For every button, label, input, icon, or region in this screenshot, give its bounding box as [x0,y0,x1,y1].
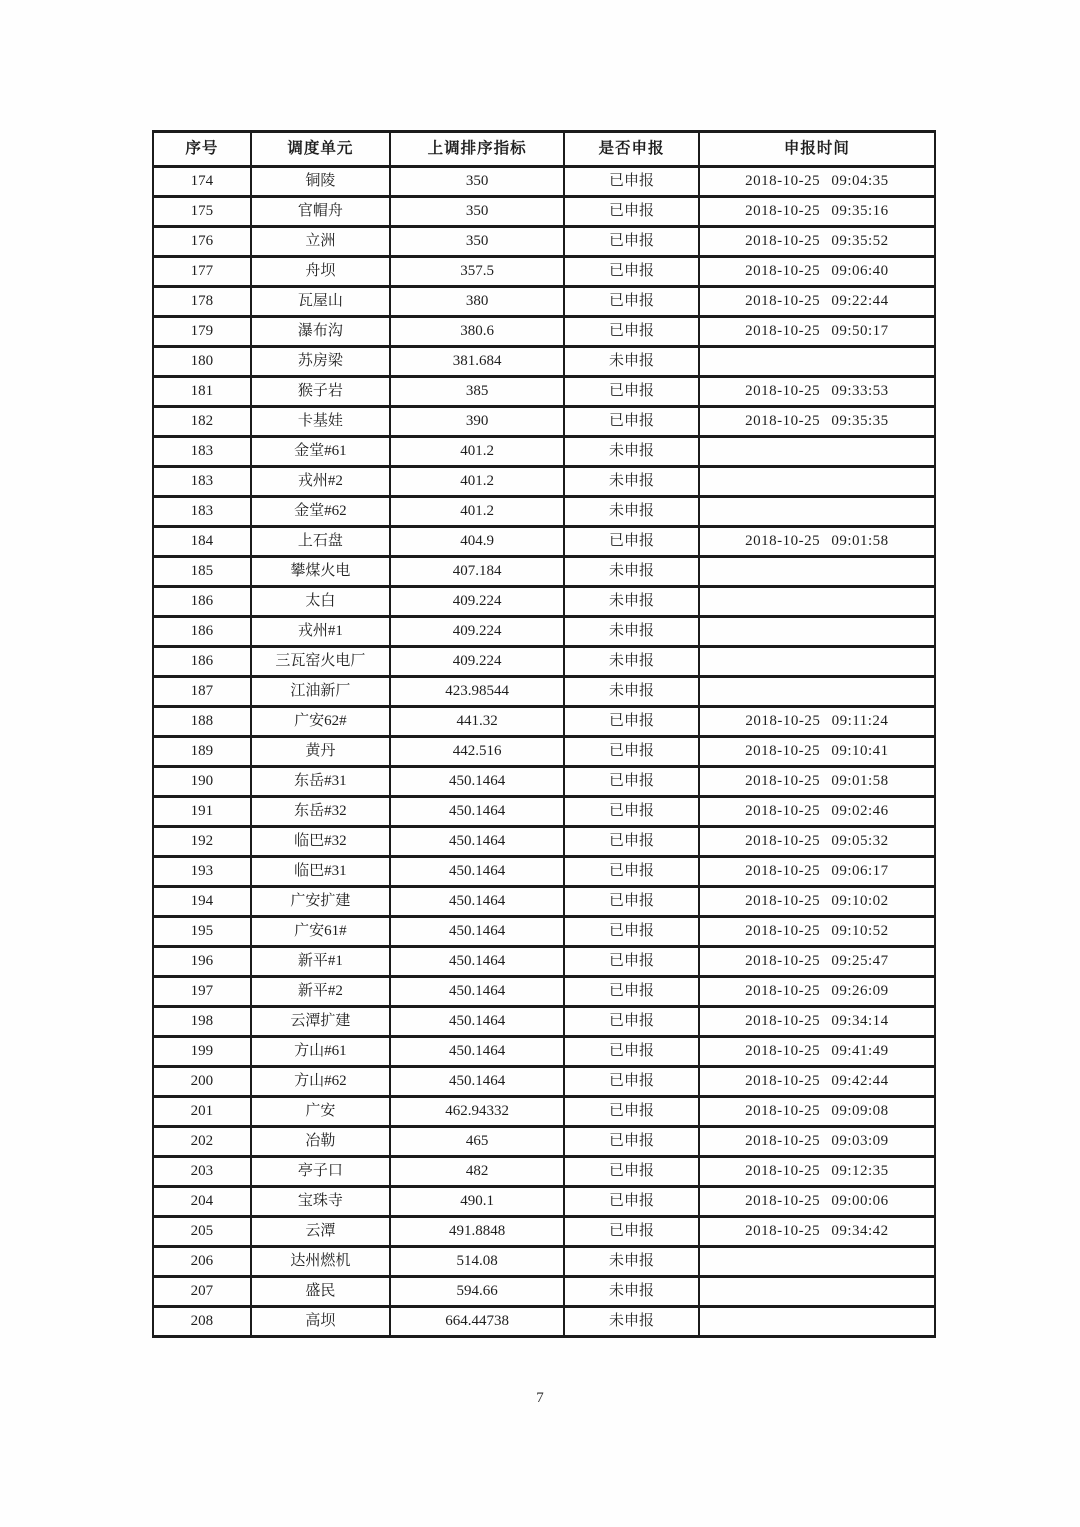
cell-dispatch-unit: 高坝 [251,1307,390,1337]
table-row [153,437,935,467]
cell-dispatch-unit: 亭子口 [251,1157,390,1187]
cell-upward-ranking-index: 423.98544 [390,677,564,707]
cell-declaration-time: 2018-10-25 09:11:24 [699,707,935,737]
cell-declared-or-not: 未申报 [564,467,699,497]
header-declaration-time: 申报时间 [699,132,935,167]
cell-dispatch-unit: 卡基娃 [251,407,390,437]
cell-declared-or-not: 未申报 [564,437,699,467]
cell-serial-number: 207 [153,1277,251,1307]
cell-upward-ranking-index: 450.1464 [390,977,564,1007]
cell-declaration-time [699,1277,935,1307]
cell-serial-number: 203 [153,1157,251,1187]
header-upward-ranking-index: 上调排序指标 [390,132,564,167]
cell-declared-or-not: 已申报 [564,1127,699,1157]
cell-declared-or-not: 未申报 [564,1277,699,1307]
cell-dispatch-unit: 官帽舟 [251,197,390,227]
cell-declaration-time: 2018-10-25 09:50:17 [699,317,935,347]
cell-dispatch-unit: 上石盘 [251,527,390,557]
cell-dispatch-unit: 新平#2 [251,977,390,1007]
cell-serial-number: 183 [153,467,251,497]
cell-dispatch-unit: 广安扩建 [251,887,390,917]
cell-declared-or-not: 已申报 [564,947,699,977]
header-dispatch-unit: 调度单元 [251,132,390,167]
cell-upward-ranking-index: 450.1464 [390,827,564,857]
cell-serial-number: 180 [153,347,251,377]
cell-dispatch-unit: 方山#62 [251,1067,390,1097]
cell-declaration-time: 2018-10-25 09:03:09 [699,1127,935,1157]
cell-upward-ranking-index: 409.224 [390,647,564,677]
cell-serial-number: 186 [153,617,251,647]
cell-upward-ranking-index: 514.08 [390,1247,564,1277]
table-row [153,1277,935,1307]
table-row [153,587,935,617]
cell-upward-ranking-index: 664.44738 [390,1307,564,1337]
cell-declared-or-not: 未申报 [564,347,699,377]
cell-declaration-time: 2018-10-25 09:34:14 [699,1007,935,1037]
cell-declaration-time: 2018-10-25 09:35:16 [699,197,935,227]
cell-upward-ranking-index: 381.684 [390,347,564,377]
cell-dispatch-unit: 临巴#32 [251,827,390,857]
cell-dispatch-unit: 冶勒 [251,1127,390,1157]
cell-declaration-time: 2018-10-25 09:10:52 [699,917,935,947]
cell-upward-ranking-index: 482 [390,1157,564,1187]
cell-upward-ranking-index: 380 [390,287,564,317]
cell-declaration-time: 2018-10-25 09:06:17 [699,857,935,887]
cell-declared-or-not: 未申报 [564,497,699,527]
cell-upward-ranking-index: 491.8848 [390,1217,564,1247]
table-body [153,167,935,1337]
cell-declaration-time [699,557,935,587]
cell-serial-number: 188 [153,707,251,737]
cell-declaration-time: 2018-10-25 09:42:44 [699,1067,935,1097]
cell-dispatch-unit: 云潭扩建 [251,1007,390,1037]
cell-declared-or-not: 已申报 [564,767,699,797]
cell-upward-ranking-index: 450.1464 [390,887,564,917]
cell-declaration-time [699,497,935,527]
cell-declared-or-not: 已申报 [564,377,699,407]
cell-declared-or-not: 已申报 [564,797,699,827]
cell-dispatch-unit: 盛民 [251,1277,390,1307]
cell-declared-or-not: 未申报 [564,557,699,587]
cell-serial-number: 190 [153,767,251,797]
cell-upward-ranking-index: 350 [390,197,564,227]
table-row [153,257,935,287]
cell-serial-number: 179 [153,317,251,347]
cell-declaration-time [699,677,935,707]
cell-upward-ranking-index: 404.9 [390,527,564,557]
cell-serial-number: 182 [153,407,251,437]
cell-dispatch-unit: 瀑布沟 [251,317,390,347]
cell-upward-ranking-index: 450.1464 [390,1037,564,1067]
cell-serial-number: 191 [153,797,251,827]
table-row [153,1247,935,1277]
table-row [153,947,935,977]
cell-serial-number: 202 [153,1127,251,1157]
table-row [153,797,935,827]
cell-declaration-time [699,647,935,677]
cell-serial-number: 206 [153,1247,251,1277]
cell-upward-ranking-index: 450.1464 [390,797,564,827]
cell-upward-ranking-index: 407.184 [390,557,564,587]
cell-declared-or-not: 已申报 [564,917,699,947]
cell-serial-number: 204 [153,1187,251,1217]
cell-declaration-time: 2018-10-25 09:33:53 [699,377,935,407]
cell-declared-or-not: 已申报 [564,887,699,917]
cell-dispatch-unit: 戎州#2 [251,467,390,497]
cell-dispatch-unit: 金堂#62 [251,497,390,527]
cell-declaration-time [699,1307,935,1337]
cell-declaration-time: 2018-10-25 09:09:08 [699,1097,935,1127]
cell-declaration-time: 2018-10-25 09:05:32 [699,827,935,857]
cell-serial-number: 189 [153,737,251,767]
cell-serial-number: 185 [153,557,251,587]
cell-declared-or-not: 已申报 [564,527,699,557]
cell-upward-ranking-index: 401.2 [390,467,564,497]
cell-upward-ranking-index: 401.2 [390,437,564,467]
cell-declaration-time: 2018-10-25 09:12:35 [699,1157,935,1187]
header-declared-or-not: 是否申报 [564,132,699,167]
cell-serial-number: 205 [153,1217,251,1247]
cell-serial-number: 200 [153,1067,251,1097]
cell-declared-or-not: 未申报 [564,1307,699,1337]
cell-declared-or-not: 未申报 [564,587,699,617]
cell-serial-number: 176 [153,227,251,257]
cell-declaration-time [699,437,935,467]
cell-declared-or-not: 已申报 [564,827,699,857]
table-row [153,167,935,197]
table-row [153,407,935,437]
cell-serial-number: 183 [153,437,251,467]
cell-serial-number: 175 [153,197,251,227]
cell-declared-or-not: 已申报 [564,1157,699,1187]
cell-upward-ranking-index: 450.1464 [390,1067,564,1097]
cell-upward-ranking-index: 450.1464 [390,857,564,887]
cell-declared-or-not: 已申报 [564,287,699,317]
cell-upward-ranking-index: 409.224 [390,617,564,647]
cell-dispatch-unit: 攀煤火电 [251,557,390,587]
cell-serial-number: 184 [153,527,251,557]
cell-declared-or-not: 未申报 [564,1247,699,1277]
cell-upward-ranking-index: 450.1464 [390,1007,564,1037]
cell-serial-number: 198 [153,1007,251,1037]
table-row [153,677,935,707]
cell-declared-or-not: 未申报 [564,617,699,647]
table-row [153,1097,935,1127]
cell-declared-or-not: 已申报 [564,707,699,737]
cell-declaration-time: 2018-10-25 09:35:35 [699,407,935,437]
table-row [153,767,935,797]
cell-upward-ranking-index: 594.66 [390,1277,564,1307]
table-row [153,857,935,887]
cell-declared-or-not: 已申报 [564,1037,699,1067]
cell-declaration-time: 2018-10-25 09:22:44 [699,287,935,317]
table-row [153,1007,935,1037]
cell-declaration-time: 2018-10-25 09:04:35 [699,167,935,197]
table-row [153,1217,935,1247]
cell-dispatch-unit: 广安 [251,1097,390,1127]
table-row [153,617,935,647]
cell-upward-ranking-index: 350 [390,227,564,257]
cell-dispatch-unit: 东岳#31 [251,767,390,797]
header-serial-number: 序号 [153,132,251,167]
cell-upward-ranking-index: 450.1464 [390,947,564,977]
cell-declared-or-not: 已申报 [564,227,699,257]
cell-dispatch-unit: 太白 [251,587,390,617]
cell-serial-number: 196 [153,947,251,977]
cell-upward-ranking-index: 441.32 [390,707,564,737]
cell-upward-ranking-index: 465 [390,1127,564,1157]
table-row [153,1127,935,1157]
cell-serial-number: 208 [153,1307,251,1337]
cell-declared-or-not: 已申报 [564,977,699,1007]
table-row [153,197,935,227]
cell-declared-or-not: 已申报 [564,1217,699,1247]
cell-serial-number: 195 [153,917,251,947]
cell-declared-or-not: 已申报 [564,1097,699,1127]
cell-declared-or-not: 未申报 [564,647,699,677]
cell-serial-number: 199 [153,1037,251,1067]
cell-dispatch-unit: 金堂#61 [251,437,390,467]
cell-declared-or-not: 已申报 [564,1067,699,1097]
cell-dispatch-unit: 宝珠寺 [251,1187,390,1217]
cell-dispatch-unit: 东岳#32 [251,797,390,827]
page-number: 7 [536,1390,544,1406]
table-row [153,227,935,257]
cell-serial-number: 193 [153,857,251,887]
cell-declared-or-not: 已申报 [564,317,699,347]
cell-declaration-time: 2018-10-25 09:06:40 [699,257,935,287]
cell-upward-ranking-index: 385 [390,377,564,407]
cell-declaration-time: 2018-10-25 09:26:09 [699,977,935,1007]
table-row [153,1187,935,1217]
cell-declared-or-not: 已申报 [564,1007,699,1037]
table-row [153,887,935,917]
cell-dispatch-unit: 新平#1 [251,947,390,977]
cell-declaration-time: 2018-10-25 09:34:42 [699,1217,935,1247]
cell-upward-ranking-index: 409.224 [390,587,564,617]
cell-dispatch-unit: 临巴#31 [251,857,390,887]
cell-upward-ranking-index: 390 [390,407,564,437]
cell-upward-ranking-index: 380.6 [390,317,564,347]
table-row [153,557,935,587]
cell-declaration-time [699,347,935,377]
cell-upward-ranking-index: 357.5 [390,257,564,287]
cell-dispatch-unit: 广安61# [251,917,390,947]
cell-declaration-time: 2018-10-25 09:00:06 [699,1187,935,1217]
cell-declaration-time: 2018-10-25 09:41:49 [699,1037,935,1067]
cell-serial-number: 187 [153,677,251,707]
cell-dispatch-unit: 猴子岩 [251,377,390,407]
cell-declared-or-not: 已申报 [564,197,699,227]
table-row [153,647,935,677]
cell-upward-ranking-index: 401.2 [390,497,564,527]
table-row [153,977,935,1007]
table-row [153,377,935,407]
table-header-row [153,132,935,167]
table-row [153,497,935,527]
cell-declared-or-not: 已申报 [564,1187,699,1217]
cell-upward-ranking-index: 450.1464 [390,767,564,797]
cell-declaration-time [699,1247,935,1277]
cell-upward-ranking-index: 490.1 [390,1187,564,1217]
cell-serial-number: 181 [153,377,251,407]
cell-declaration-time: 2018-10-25 09:01:58 [699,527,935,557]
cell-dispatch-unit: 云潭 [251,1217,390,1247]
cell-upward-ranking-index: 462.94332 [390,1097,564,1127]
cell-declared-or-not: 已申报 [564,737,699,767]
table-row [153,827,935,857]
cell-serial-number: 174 [153,167,251,197]
table-row [153,317,935,347]
cell-dispatch-unit: 戎州#1 [251,617,390,647]
cell-dispatch-unit: 苏房梁 [251,347,390,377]
table-row [153,347,935,377]
cell-declared-or-not: 已申报 [564,857,699,887]
cell-serial-number: 183 [153,497,251,527]
cell-declaration-time: 2018-10-25 09:25:47 [699,947,935,977]
cell-dispatch-unit: 立洲 [251,227,390,257]
cell-declaration-time: 2018-10-25 09:10:41 [699,737,935,767]
table-row [153,1037,935,1067]
table-row [153,1307,935,1337]
table-row [153,527,935,557]
cell-declaration-time [699,617,935,647]
cell-serial-number: 186 [153,647,251,677]
cell-dispatch-unit: 达州燃机 [251,1247,390,1277]
cell-serial-number: 192 [153,827,251,857]
table-row [153,737,935,767]
cell-upward-ranking-index: 442.516 [390,737,564,767]
cell-declared-or-not: 未申报 [564,677,699,707]
cell-dispatch-unit: 瓦屋山 [251,287,390,317]
cell-serial-number: 177 [153,257,251,287]
cell-dispatch-unit: 舟坝 [251,257,390,287]
cell-serial-number: 197 [153,977,251,1007]
cell-dispatch-unit: 铜陵 [251,167,390,197]
cell-serial-number: 186 [153,587,251,617]
cell-dispatch-unit: 三瓦窑火电厂 [251,647,390,677]
table-row [153,1067,935,1097]
cell-serial-number: 194 [153,887,251,917]
cell-upward-ranking-index: 350 [390,167,564,197]
cell-declaration-time: 2018-10-25 09:10:02 [699,887,935,917]
cell-dispatch-unit: 江油新厂 [251,677,390,707]
table-row [153,287,935,317]
cell-declared-or-not: 已申报 [564,407,699,437]
cell-declaration-time [699,587,935,617]
table-row [153,917,935,947]
cell-declaration-time [699,467,935,497]
table-row [153,707,935,737]
cell-serial-number: 201 [153,1097,251,1127]
dispatch-units-table [152,130,936,1338]
cell-declaration-time: 2018-10-25 09:02:46 [699,797,935,827]
cell-serial-number: 178 [153,287,251,317]
cell-dispatch-unit: 广安62# [251,707,390,737]
cell-declaration-time: 2018-10-25 09:35:52 [699,227,935,257]
cell-declared-or-not: 已申报 [564,167,699,197]
cell-dispatch-unit: 黄丹 [251,737,390,767]
cell-upward-ranking-index: 450.1464 [390,917,564,947]
table-row [153,1157,935,1187]
cell-declared-or-not: 已申报 [564,257,699,287]
cell-declaration-time: 2018-10-25 09:01:58 [699,767,935,797]
table-row [153,467,935,497]
cell-dispatch-unit: 方山#61 [251,1037,390,1067]
